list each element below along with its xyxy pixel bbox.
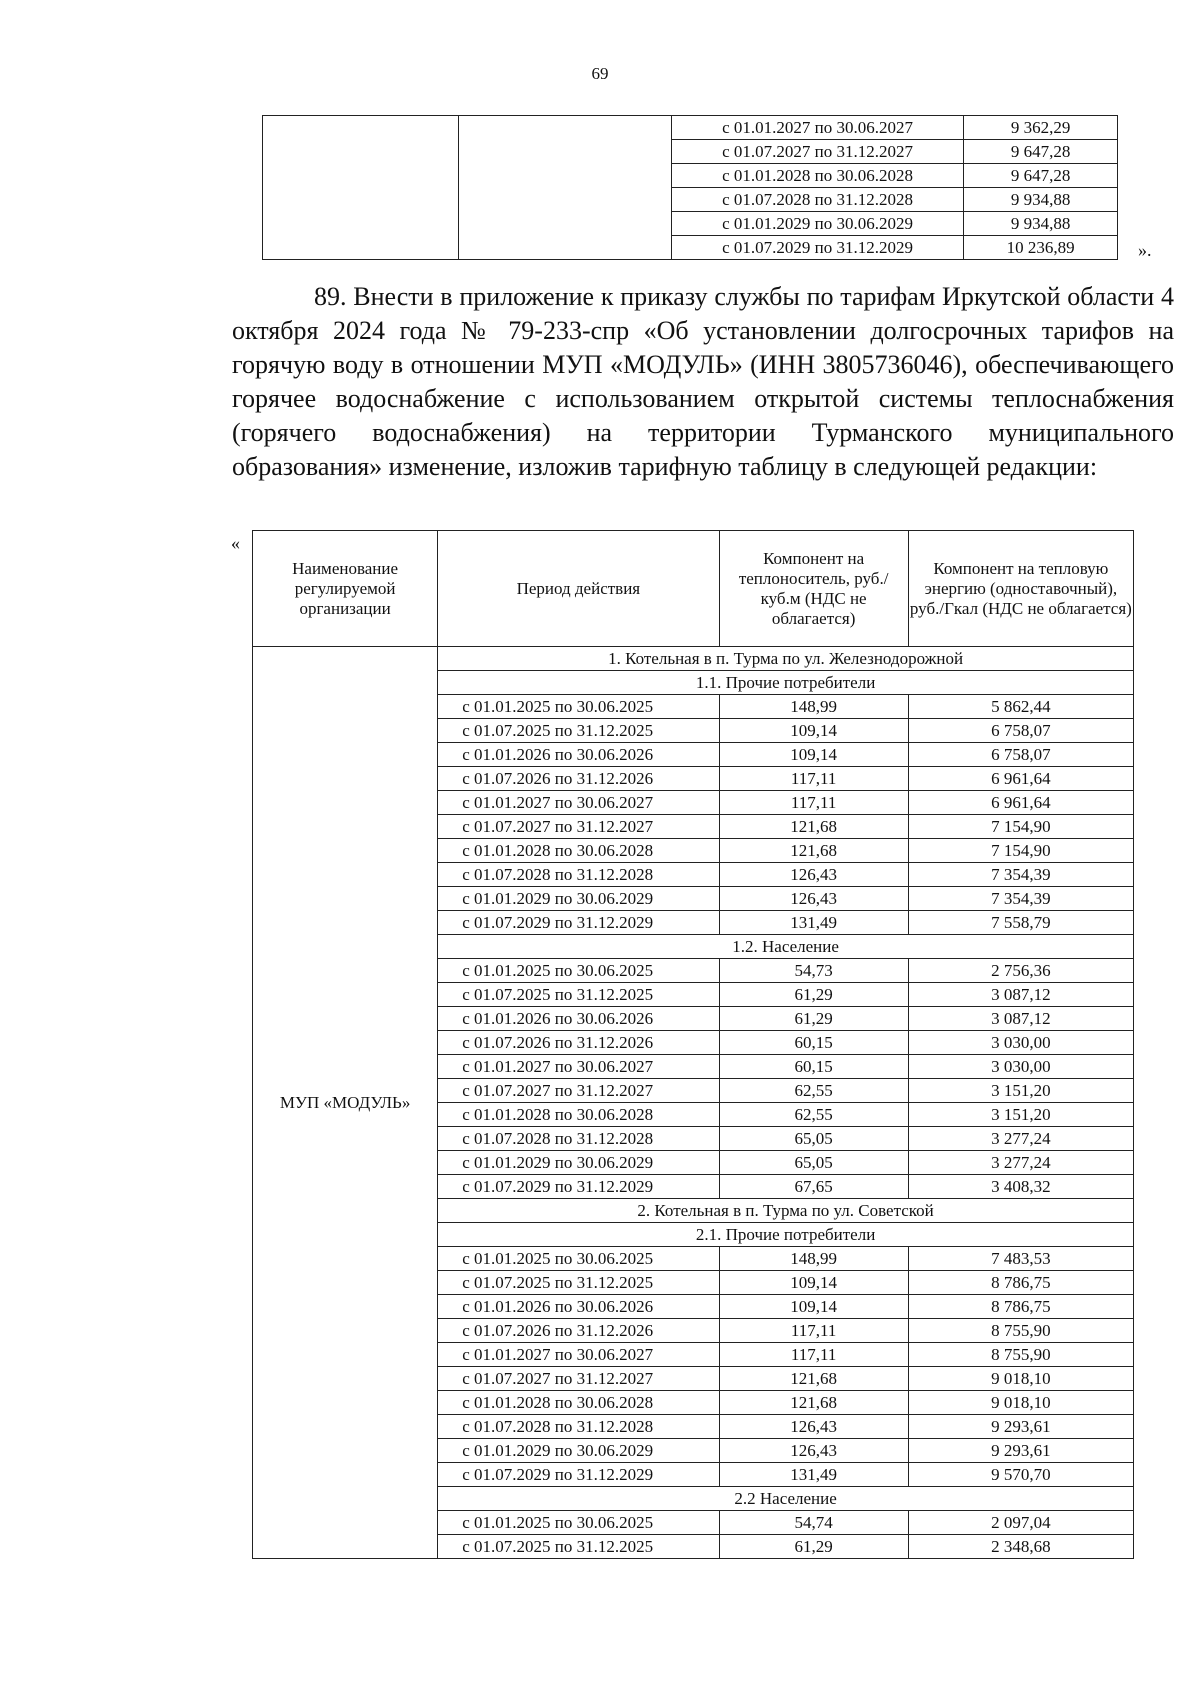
heat-value-cell: 7 483,53 bbox=[908, 1247, 1133, 1271]
period-cell: с 01.01.2027 по 30.06.2027 bbox=[671, 116, 963, 140]
coolant-value-cell: 117,11 bbox=[719, 791, 908, 815]
period-cell: с 01.01.2026 по 30.06.2026 bbox=[438, 1007, 719, 1031]
period-cell: с 01.01.2025 по 30.06.2025 bbox=[438, 1511, 719, 1535]
period-cell: с 01.01.2028 по 30.06.2028 bbox=[438, 1391, 719, 1415]
coolant-value-cell: 62,55 bbox=[719, 1079, 908, 1103]
heat-value-cell: 8 786,75 bbox=[908, 1271, 1133, 1295]
heat-value-cell: 6 758,07 bbox=[908, 743, 1133, 767]
tariff-table bbox=[252, 530, 1134, 1559]
period-cell: с 01.01.2027 по 30.06.2027 bbox=[438, 791, 719, 815]
empty-cell bbox=[263, 116, 459, 260]
period-cell: с 01.07.2026 по 31.12.2026 bbox=[438, 1319, 719, 1343]
group-title: 1.1. Прочие потребители bbox=[438, 671, 1134, 695]
heat-value-cell: 7 154,90 bbox=[908, 839, 1133, 863]
period-cell: с 01.07.2027 по 31.12.2027 bbox=[438, 815, 719, 839]
heat-value-cell: 3 087,12 bbox=[908, 983, 1133, 1007]
coolant-value-cell: 109,14 bbox=[719, 743, 908, 767]
heat-value-cell: 3 277,24 bbox=[908, 1151, 1133, 1175]
heat-value-cell: 2 097,04 bbox=[908, 1511, 1133, 1535]
section-title: 2. Котельная в п. Турма по ул. Советской bbox=[438, 1199, 1134, 1223]
coolant-value-cell: 117,11 bbox=[719, 767, 908, 791]
period-cell: с 01.01.2029 по 30.06.2029 bbox=[671, 212, 963, 236]
period-cell: с 01.01.2027 по 30.06.2027 bbox=[438, 1055, 719, 1079]
coolant-value-cell: 117,11 bbox=[719, 1319, 908, 1343]
tariff-value-cell: 9 647,28 bbox=[964, 140, 1118, 164]
coolant-value-cell: 62,55 bbox=[719, 1103, 908, 1127]
period-cell: с 01.07.2028 по 31.12.2028 bbox=[438, 863, 719, 887]
coolant-value-cell: 117,11 bbox=[719, 1343, 908, 1367]
tariff-value-cell: 10 236,89 bbox=[964, 236, 1118, 260]
period-cell: с 01.01.2025 по 30.06.2025 bbox=[438, 959, 719, 983]
table-row bbox=[263, 116, 1118, 140]
tariff-value-cell: 9 934,88 bbox=[964, 188, 1118, 212]
period-cell: с 01.07.2028 по 31.12.2028 bbox=[671, 188, 963, 212]
coolant-value-cell: 121,68 bbox=[719, 1391, 908, 1415]
period-cell: с 01.07.2025 по 31.12.2025 bbox=[438, 983, 719, 1007]
section-row bbox=[253, 647, 1134, 671]
period-cell: с 01.07.2025 по 31.12.2025 bbox=[438, 1535, 719, 1559]
heat-value-cell: 9 570,70 bbox=[908, 1463, 1133, 1487]
group-title: 1.2. Население bbox=[438, 935, 1134, 959]
continued-tariff-table bbox=[262, 115, 1118, 260]
heat-value-cell: 3 087,12 bbox=[908, 1007, 1133, 1031]
period-cell: с 01.07.2027 по 31.12.2027 bbox=[438, 1079, 719, 1103]
header-coolant-component: Компонент на теплоноситель, руб./куб.м (НДС не облагается) bbox=[719, 531, 908, 647]
period-cell: с 01.07.2029 по 31.12.2029 bbox=[438, 911, 719, 935]
coolant-value-cell: 126,43 bbox=[719, 1415, 908, 1439]
opening-quote: « bbox=[231, 533, 240, 553]
period-cell: с 01.01.2027 по 30.06.2027 bbox=[438, 1343, 719, 1367]
period-cell: с 01.07.2029 по 31.12.2029 bbox=[438, 1175, 719, 1199]
heat-value-cell: 6 758,07 bbox=[908, 719, 1133, 743]
coolant-value-cell: 148,99 bbox=[719, 1247, 908, 1271]
coolant-value-cell: 109,14 bbox=[719, 1295, 908, 1319]
heat-value-cell: 2 348,68 bbox=[908, 1535, 1133, 1559]
coolant-value-cell: 61,29 bbox=[719, 983, 908, 1007]
heat-value-cell: 3 277,24 bbox=[908, 1127, 1133, 1151]
header-organization: Наименование регулируемой организации bbox=[253, 531, 438, 647]
period-cell: с 01.01.2028 по 30.06.2028 bbox=[438, 839, 719, 863]
header-period: Период действия bbox=[438, 531, 719, 647]
heat-value-cell: 8 755,90 bbox=[908, 1343, 1133, 1367]
page-number: 69 bbox=[591, 64, 609, 83]
period-cell: с 01.07.2028 по 31.12.2028 bbox=[438, 1415, 719, 1439]
tariff-value-cell: 9 934,88 bbox=[964, 212, 1118, 236]
closing-quote: ». bbox=[1138, 240, 1152, 260]
coolant-value-cell: 60,15 bbox=[719, 1031, 908, 1055]
tariff-value-cell: 9 362,29 bbox=[964, 116, 1118, 140]
coolant-value-cell: 148,99 bbox=[719, 695, 908, 719]
continued-tariff-table-body bbox=[263, 116, 1118, 260]
organization-name: МУП «МОДУЛЬ» bbox=[253, 647, 438, 1559]
group-title: 2.1. Прочие потребители bbox=[438, 1223, 1134, 1247]
coolant-value-cell: 67,65 bbox=[719, 1175, 908, 1199]
coolant-value-cell: 126,43 bbox=[719, 863, 908, 887]
heat-value-cell: 3 151,20 bbox=[908, 1079, 1133, 1103]
heat-value-cell: 3 030,00 bbox=[908, 1055, 1133, 1079]
period-cell: с 01.01.2028 по 30.06.2028 bbox=[438, 1103, 719, 1127]
coolant-value-cell: 131,49 bbox=[719, 911, 908, 935]
coolant-value-cell: 61,29 bbox=[719, 1535, 908, 1559]
heat-value-cell: 3 030,00 bbox=[908, 1031, 1133, 1055]
period-cell: с 01.07.2025 по 31.12.2025 bbox=[438, 1271, 719, 1295]
coolant-value-cell: 121,68 bbox=[719, 1367, 908, 1391]
period-cell: с 01.01.2028 по 30.06.2028 bbox=[671, 164, 963, 188]
heat-value-cell: 9 018,10 bbox=[908, 1391, 1133, 1415]
heat-value-cell: 9 293,61 bbox=[908, 1415, 1133, 1439]
heat-value-cell: 7 154,90 bbox=[908, 815, 1133, 839]
heat-value-cell: 7 558,79 bbox=[908, 911, 1133, 935]
heat-value-cell: 9 293,61 bbox=[908, 1439, 1133, 1463]
period-cell: с 01.07.2027 по 31.12.2027 bbox=[671, 140, 963, 164]
section-title: 1. Котельная в п. Турма по ул. Железнодорожной bbox=[438, 647, 1134, 671]
period-cell: с 01.01.2029 по 30.06.2029 bbox=[438, 1439, 719, 1463]
coolant-value-cell: 121,68 bbox=[719, 815, 908, 839]
heat-value-cell: 2 756,36 bbox=[908, 959, 1133, 983]
period-cell: с 01.01.2025 по 30.06.2025 bbox=[438, 1247, 719, 1271]
heat-value-cell: 6 961,64 bbox=[908, 767, 1133, 791]
group-title: 2.2 Население bbox=[438, 1487, 1134, 1511]
tariff-table-header-row bbox=[253, 531, 1134, 647]
period-cell: с 01.07.2029 по 31.12.2029 bbox=[438, 1463, 719, 1487]
heat-value-cell: 3 408,32 bbox=[908, 1175, 1133, 1199]
period-cell: с 01.01.2026 по 30.06.2026 bbox=[438, 1295, 719, 1319]
empty-cell bbox=[459, 116, 671, 260]
heat-value-cell: 8 755,90 bbox=[908, 1319, 1133, 1343]
heat-value-cell: 8 786,75 bbox=[908, 1295, 1133, 1319]
tariff-value-cell: 9 647,28 bbox=[964, 164, 1118, 188]
period-cell: с 01.07.2026 по 31.12.2026 bbox=[438, 1031, 719, 1055]
heat-value-cell: 5 862,44 bbox=[908, 695, 1133, 719]
heat-value-cell: 9 018,10 bbox=[908, 1367, 1133, 1391]
amendment-paragraph: 89. Внести в приложение к приказу службы по тарифам Иркутской области 4 октября 2024 года № 79-233-спр «Об установлении долгосрочных тарифов на горячую воду в отношении МУП «МОДУЛЬ» (ИНН 3805736046), обеспечивающего горячее водоснабжение с использованием открытой системы теплоснабжения (горячего водоснабжения) на территории Турманского муниципального образования» изменение, изложив тарифную таблицу в следующей редакции: bbox=[232, 282, 1174, 481]
heat-value-cell: 7 354,39 bbox=[908, 887, 1133, 911]
period-cell: с 01.01.2029 по 30.06.2029 bbox=[438, 1151, 719, 1175]
coolant-value-cell: 65,05 bbox=[719, 1127, 908, 1151]
coolant-value-cell: 131,49 bbox=[719, 1463, 908, 1487]
heat-value-cell: 6 961,64 bbox=[908, 791, 1133, 815]
heat-value-cell: 7 354,39 bbox=[908, 863, 1133, 887]
coolant-value-cell: 126,43 bbox=[719, 887, 908, 911]
tariff-table-body bbox=[253, 647, 1134, 1559]
coolant-value-cell: 109,14 bbox=[719, 1271, 908, 1295]
coolant-value-cell: 60,15 bbox=[719, 1055, 908, 1079]
coolant-value-cell: 126,43 bbox=[719, 1439, 908, 1463]
period-cell: с 01.01.2026 по 30.06.2026 bbox=[438, 743, 719, 767]
coolant-value-cell: 61,29 bbox=[719, 1007, 908, 1031]
coolant-value-cell: 54,73 bbox=[719, 959, 908, 983]
period-cell: с 01.01.2029 по 30.06.2029 bbox=[438, 887, 719, 911]
period-cell: с 01.07.2026 по 31.12.2026 bbox=[438, 767, 719, 791]
period-cell: с 01.01.2025 по 30.06.2025 bbox=[438, 695, 719, 719]
coolant-value-cell: 54,74 bbox=[719, 1511, 908, 1535]
period-cell: с 01.07.2025 по 31.12.2025 bbox=[438, 719, 719, 743]
period-cell: с 01.07.2027 по 31.12.2027 bbox=[438, 1367, 719, 1391]
coolant-value-cell: 109,14 bbox=[719, 719, 908, 743]
coolant-value-cell: 121,68 bbox=[719, 839, 908, 863]
period-cell: с 01.07.2029 по 31.12.2029 bbox=[671, 236, 963, 260]
coolant-value-cell: 65,05 bbox=[719, 1151, 908, 1175]
heat-value-cell: 3 151,20 bbox=[908, 1103, 1133, 1127]
header-heat-component: Компонент на тепловую энергию (одноставочный), руб./Гкал (НДС не облагается) bbox=[908, 531, 1133, 647]
period-cell: с 01.07.2028 по 31.12.2028 bbox=[438, 1127, 719, 1151]
tariff-table-header bbox=[253, 531, 1134, 647]
